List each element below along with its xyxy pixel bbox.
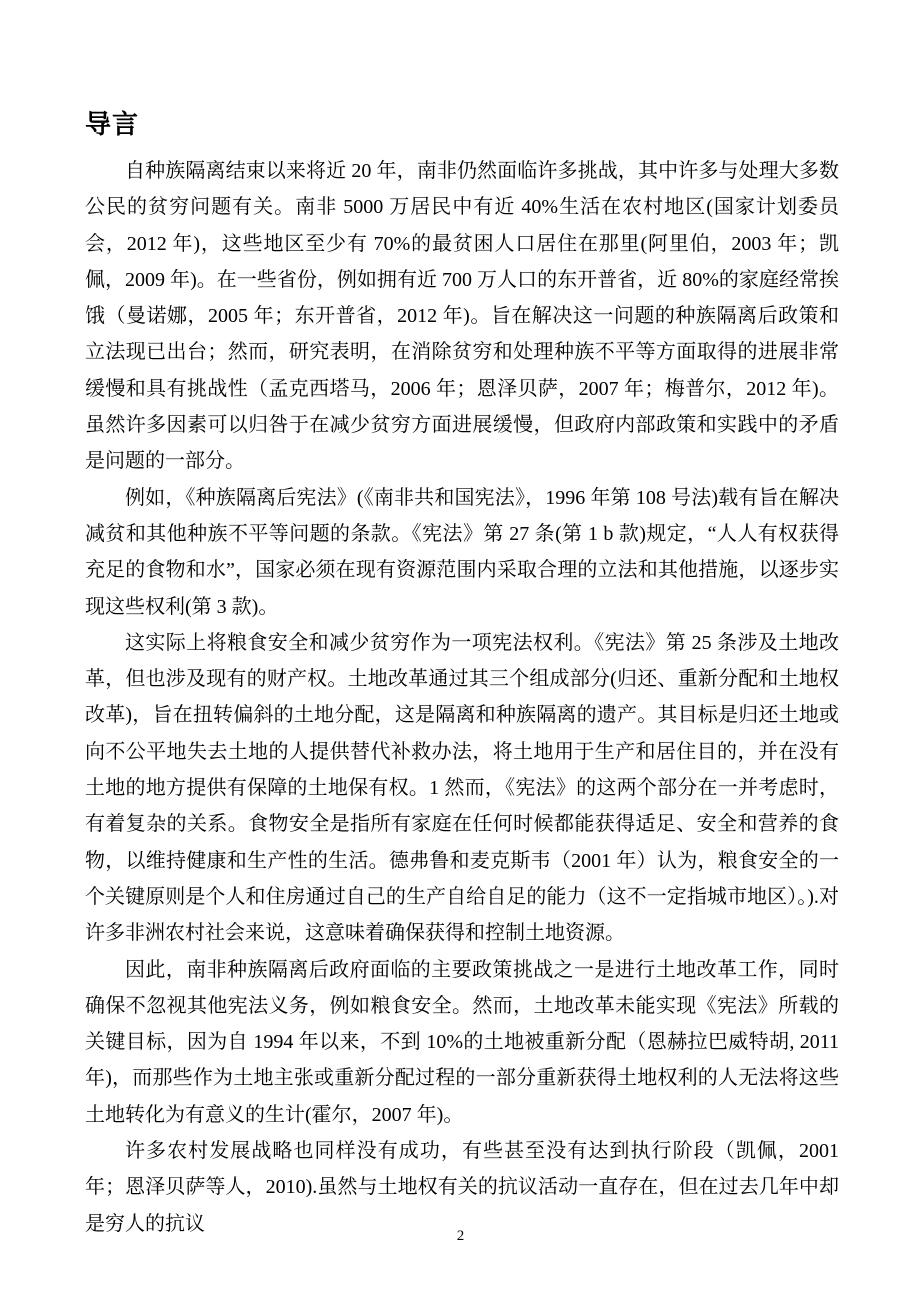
paragraph-3: 这实际上将粮食安全和减少贫穷作为一项宪法权利。《宪法》第 25 条涉及土地改革，但也涉及现有的财产权。土地改革通过其三个组成部分(归还、重新分配和土地权改革)，旨在扭转偏斜的土地分配，这是隔离和种族隔离的遗产。其目标是归还土地或向不公平地失去土地的人提供替代补救办法，将土地用于生产和居住目的，并在没有土地的地方提供有保障的土地保有权。1 然而，《宪法》的这两个部分在一并考虑时，有着复杂的关系。食物安全是指所有家庭在任何时候都能获得适足、安全和营养的食物，以维持健康和生产性的生活。德弗鲁和麦克斯韦（2001 年）认为，粮食安全的一个关键原则是个人和住房通过自己的生产自给自足的能力（这不一定指城市地区）。).对许多非洲农村社会来说，这意味着确保获得和控制土地资源。 <box>85 631 839 945</box>
paragraph-5: 许多农村发展战略也同样没有成功，有些甚至没有达到执行阶段（凯佩，2001 年；恩泽贝萨等人，2010).虽然与土地权有关的抗议活动一直存在，但在过去几年中却是穷人的抗议 <box>85 1140 839 1235</box>
paragraph-2: 例如，《种族隔离后宪法》(《南非共和国宪法》，1996 年第 108 号法)载有旨在解决减贫和其他种族不平等问题的条款。《宪法》第 27 条(第 1 b 款)规定，“人人有权获得充足的食物和水”，国家必须在现有资源范围内采取合理的立法和其他措施，以逐步实现这些权利(第 3 款)。 <box>85 486 839 618</box>
document-body <box>85 108 839 1242</box>
page-number: 2 <box>456 1228 465 1244</box>
section-heading: 导言 <box>85 109 140 139</box>
paragraph-4: 因此，南非种族隔离后政府面临的主要政策挑战之一是进行土地改革工作，同时确保不忽视其他宪法义务，例如粮食安全。然而，土地改革未能实现《宪法》所载的关键目标，因为自 1994 年以来，不到 10%的土地被重新分配（恩赫拉巴威特胡, 2011 年)，而那些作为土地主张或重新分配过程的一部分重新获得土地权利的人无法将这些土地转化为有意义的生计(霍尔，2007 年)。 <box>85 958 839 1126</box>
paragraph-1: 自种族隔离结束以来将近 20 年，南非仍然面临许多挑战，其中许多与处理大多数公民的贫穷问题有关。南非 5000 万居民中有近 40%生活在农村地区(国家计划委员会，2012 年)，这些地区至少有 70%的最贫困人口居住在那里(阿里伯，2003 年；凯佩，2009 年)。在一些省份，例如拥有近 700 万人口的东开普省，近 80%的家庭经常挨饿（曼诺娜，2005 年；东开普省，2012 年)。旨在解决这一问题的种族隔离后政策和立法现已出台；然而，研究表明，在消除贫穷和处理种族不平等方面取得的进展非常缓慢和具有挑战性（孟克西塔马，2006 年；恩泽贝萨，2007 年；梅普尔，2012 年)。虽然许多因素可以归咎于在减少贫穷方面进展缓慢，但政府内部政策和实践中的矛盾是问题的一部分。 <box>85 160 839 473</box>
